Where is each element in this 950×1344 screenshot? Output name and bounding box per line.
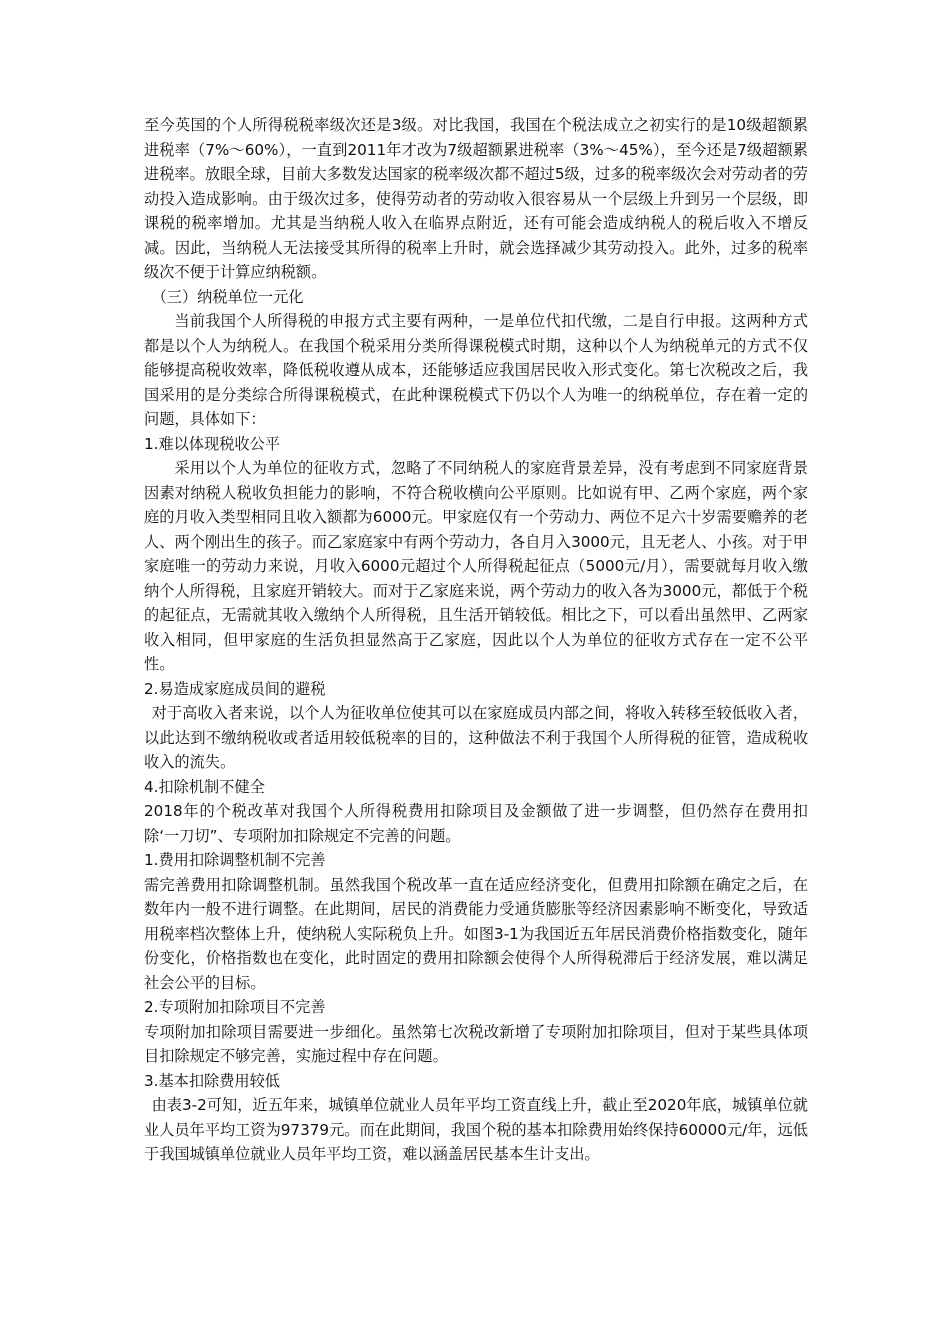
paragraph-deduction-adjustment: 需完善费用扣除调整机制。虽然我国个税改革一直在适应经济变化，但费用扣除额在确定之后，在数年内一般不进行调整。在此期间，居民的消费能力受通货膨胀等经济因素影响不断变化，导致适用税率档次整体上升，使纳税人实际税负上升。如图3-1为我国近五年居民消费价格指数变化，随年份变化，价格指数也在变化，此时固定的费用扣除额会使得个人所得税滞后于经济发展，难以满足社会公平的目标。 <box>144 875 808 992</box>
heading-tax-unit: （三）纳税单位一元化 <box>151 287 304 306</box>
heading-deduction-adjustment: 1.费用扣除调整机制不完善 <box>144 851 326 869</box>
heading-special-deductions: 2.专项附加扣除项目不完善 <box>144 998 326 1016</box>
heading-tax-fairness: 1.难以体现税收公平 <box>144 434 280 453</box>
heading-tax-avoidance: 2.易造成家庭成员间的避税 <box>144 679 326 698</box>
heading-deduction-mechanism: 4.扣除机制不健全 <box>144 777 265 796</box>
paragraph-2018-reform: 2018年的个税改革对我国个人所得税费用扣除项目及金额做了进一步调整，但仍然存在费用扣除‘一刀切”、专项附加扣除规定不完善的问题。 <box>144 802 808 845</box>
heading-basic-deduction: 3.基本扣除费用较低 <box>144 1071 280 1090</box>
paragraph-family-example: 采用以个人为单位的征收方式，忽略了不同纳税人的家庭背景差异，没有考虑到不同家庭背景因素对纳税人税收负担能力的影响，不符合税收横向公平原则。比如说有甲、乙两个家庭，两个家庭的月收入类型相同且收入额都为6000元。甲家庭仅有一个劳动力、两位不足六十岁需要赡养的老人、两个刚出生的孩子。而乙家庭家中有两个劳动力，各自月入3000元，且无老人、小孩。对于甲家庭唯一的劳动力来说，月收入6000元超过个人所得税起征点（5000元/月），需要就每月收入缴纳个人所得税，且家庭开销较大。而对于乙家庭来说，两个劳动力的收入各为3000元，都低于个税的起征点，无需就其收入缴纳个人所得税，且生活开销较低。相比之下，可以看出虽然甲、乙两家收入相同，但甲家庭的生活负担显然高于乙家庭，因此以个人为单位的征收方式存在一定不公平性。 <box>144 459 808 673</box>
paragraph-tax-rate-levels: 至今英国的个人所得税税率级次还是3级。对比我国，我国在个税法成立之初实行的是10级超额累进税率（7%～60%），一直到2011年才改为7级超额累进税率（3%～45%），至今还是7级超额累进税率。放眼全球，目前大多数发达国家的税率级次都不超过5级，过多的税率级次会对劳动者的劳动投入造成影响。由于级次过多，使得劳动者的劳动收入很容易从一个层级上升到另一个层级，即课税的税率增加。尤其是当纳税人收入在临界点附近，还有可能会造成纳税人的税后收入不增反减。因此，当纳税人无法接受其所得的税率上升时，就会选择减少其劳动投入。此外，过多的税率级次不便于计算应纳税额。 <box>144 116 808 281</box>
paragraph-special-deductions: 专项附加扣除项目需要进一步细化。虽然第七次税改新增了专项附加扣除项目，但对于某些具体项目扣除规定不够完善，实施过程中存在问题。 <box>144 1022 808 1065</box>
paragraph-basic-deduction: 由表3-2可知，近五年来，城镇单位就业人员年平均工资直线上升，截止至2020年底，城镇单位就业人员年平均工资为97379元。而在此期间，我国个税的基本扣除费用始终保持60000元/年，远低于我国城镇单位就业人员年平均工资，难以涵盖居民基本生计支出。 <box>144 1096 808 1163</box>
paragraph-income-transfer: 对于高收入者来说，以个人为征收单位使其可以在家庭成员内部之间，将收入转移至较低收入者，以此达到不缴纳税收或者适用较低税率的目的，这种做法不利于我国个人所得税的征管，造成税收收入的流失。 <box>144 704 808 771</box>
paragraph-filing-methods: 当前我国个人所得税的申报方式主要有两种，一是单位代扣代缴，二是自行申报。这两种方式都是以个人为纳税人。在我国个税采用分类所得课税模式时期，这种以个人为纳税单元的方式不仅能够提高税收效率，降低税收遵从成本，还能够适应我国居民收入形式变化。第七次税改之后，我国采用的是分类综合所得课税模式，在此种课税模式下仍以个人为唯一的纳税单位，存在着一定的问题，具体如下： <box>144 312 808 428</box>
document-page <box>144 113 808 1167</box>
